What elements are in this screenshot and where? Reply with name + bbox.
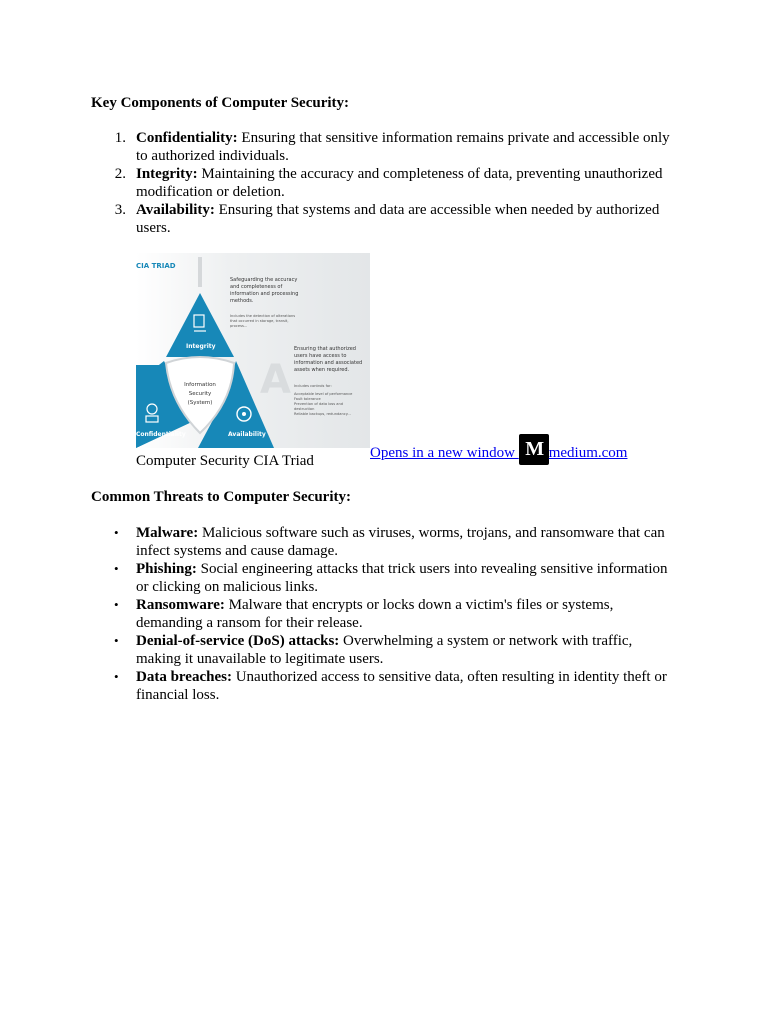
term-description: Ensuring that systems and data are accessible when needed by authorized users. [136, 202, 660, 236]
center-label-3: (System) [187, 400, 213, 406]
term-label: Ransomware: [136, 597, 225, 613]
list-item [112, 668, 674, 704]
term-description: Ensuring that sensitive information remains private and accessible only to authorized individuals. [136, 130, 670, 164]
bullet-icon: • [114, 525, 119, 540]
note-availability-line: users have access to [294, 353, 347, 359]
list-item [112, 596, 674, 632]
list-number: 3. [114, 202, 126, 218]
accent-line [198, 257, 202, 287]
note-integrity-line: and completeness of [230, 284, 283, 290]
section-heading-common-threats: Common Threats to Computer Security: [91, 489, 351, 505]
term-description: Overwhelming a system or network with traffic, making it unavailable to legitimate users. [136, 633, 633, 667]
bullet-icon: • [114, 669, 119, 684]
bullet-icon: • [114, 561, 119, 576]
term-label: Integrity: [136, 166, 198, 182]
cia-triad-image[interactable] [136, 253, 370, 448]
term-description: Unauthorized access to sensitive data, often resulting in identity theft or financial loss. [136, 669, 667, 703]
cia-title: CIA TRIAD [136, 262, 176, 270]
note-availability-line: Ensuring that authorized [294, 346, 356, 352]
open-in-new-window-link[interactable] [370, 438, 628, 461]
term-description: Malicious software such as viruses, worms, trojans, and ransomware that can infect systems and cause damage. [136, 525, 665, 559]
note-availability-sub: Prevention of data loss and [294, 402, 344, 406]
source-domain: medium.com [548, 445, 628, 461]
integrity-label: Integrity [186, 343, 216, 350]
bullet-icon: • [114, 597, 119, 612]
note-integrity-line: Safeguarding the accuracy [230, 277, 298, 283]
source-link-row [370, 434, 627, 465]
list-item [112, 165, 674, 201]
note-integrity-sub: that occurred in storage, transit, [230, 319, 289, 323]
list-item [112, 632, 674, 668]
note-integrity-line: information and processing [230, 291, 299, 297]
note-integrity-line: methods. [230, 298, 254, 304]
list-item [112, 560, 674, 596]
section-heading-key-components: Key Components of Computer Security: [91, 95, 350, 111]
note-integrity-sub: Includes the detection of alterations [230, 314, 296, 318]
term-description: Maintaining the accuracy and completeness of data, preventing unauthorized modification or deletion. [136, 166, 663, 200]
cia-triad-graphic [136, 253, 370, 448]
note-availability-sub: Includes controls for: [294, 384, 332, 388]
figure-caption: Computer Security CIA Triad [136, 453, 314, 469]
center-label-1: Information [184, 382, 216, 388]
note-availability-sub: destruction [294, 407, 315, 411]
open-in-new-window-text: Opens in a new window [370, 445, 519, 461]
note-availability-line: information and associated [294, 360, 363, 366]
term-label: Data breaches: [136, 669, 232, 685]
watermark-letter: A [260, 357, 291, 403]
availability-label: Availability [228, 431, 266, 438]
term-description: Social engineering attacks that trick users into revealing sensitive information or clicking on malicious links. [136, 561, 668, 595]
list-item [112, 524, 674, 560]
bullet-icon: • [114, 633, 119, 648]
term-label: Denial-of-service (DoS) attacks: [136, 633, 340, 649]
term-label: Phishing: [136, 561, 197, 577]
note-availability-sub: Reliable backups, redundancy... [294, 412, 351, 416]
note-integrity-sub: process... [230, 324, 248, 328]
key-components-list [112, 129, 674, 237]
term-label: Malware: [136, 525, 199, 541]
note-availability-sub: Fault tolerance [294, 397, 321, 401]
note-availability-sub: Acceptable level of performance [294, 392, 353, 396]
common-threats-list [112, 524, 674, 704]
list-item [112, 129, 674, 165]
term-label: Confidentiality: [136, 130, 238, 146]
center-label-2: Security [188, 391, 212, 397]
term-description: Malware that encrypts or locks down a victim's files or systems, demanding a ransom for their release. [136, 597, 614, 631]
list-item [112, 201, 674, 237]
term-label: Availability: [136, 202, 215, 218]
confidentiality-label: Confidentiality [136, 431, 186, 438]
list-number: 2. [114, 166, 126, 182]
list-number: 1. [114, 130, 126, 146]
note-availability-line: assets when required. [294, 367, 350, 373]
medium-logo-icon: M [519, 434, 549, 465]
